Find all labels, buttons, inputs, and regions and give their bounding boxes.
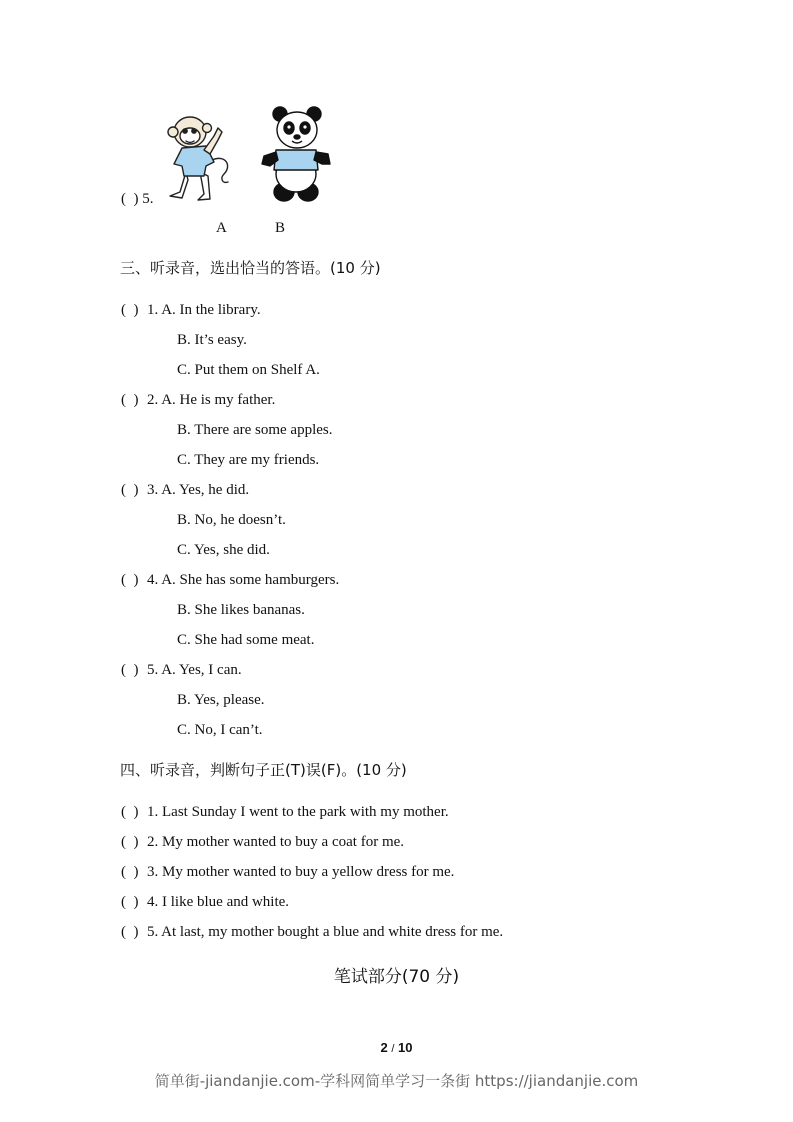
option-b: B. No, he doesn’t. bbox=[177, 512, 286, 528]
option-c: C. Yes, she did. bbox=[177, 542, 270, 558]
answer-paren[interactable]: ( ) bbox=[121, 804, 139, 820]
monkey-icon bbox=[160, 110, 234, 204]
option-a: A. He is my father. bbox=[161, 392, 276, 408]
question-row bbox=[121, 570, 339, 590]
question-number: 4. bbox=[147, 572, 159, 588]
question-number: 2. bbox=[147, 392, 159, 408]
judge-item-text: 4. I like blue and white. bbox=[147, 894, 290, 910]
judge-item-text: 2. My mother wanted to buy a coat for me. bbox=[147, 834, 405, 850]
answer-paren[interactable]: ( ) bbox=[121, 191, 139, 207]
section-4-heading: 四、听录音，判断句子正(T)误(F)。(10 分) bbox=[120, 761, 407, 779]
answer-paren[interactable]: ( ) bbox=[121, 392, 139, 408]
judge-item bbox=[121, 862, 454, 882]
option-a: A. Yes, he did. bbox=[161, 482, 250, 498]
option-b: B. She likes bananas. bbox=[177, 602, 305, 618]
option-label-a: A bbox=[216, 220, 227, 236]
section-3-heading: 三、听录音，选出恰当的答语。(10 分) bbox=[120, 259, 381, 277]
question-number: 5. bbox=[142, 191, 154, 207]
question-row bbox=[121, 390, 275, 410]
question-row bbox=[121, 660, 242, 680]
footer-watermark[interactable]: 简单街-jiandanjie.com-学科网简单学习一条街 https://jiandanjie.com bbox=[154, 1072, 639, 1090]
answer-paren[interactable]: ( ) bbox=[121, 572, 139, 588]
answer-paren[interactable]: ( ) bbox=[121, 834, 139, 850]
option-c: C. They are my friends. bbox=[177, 452, 320, 468]
option-a: A. She has some hamburgers. bbox=[161, 572, 340, 588]
question-row bbox=[121, 480, 249, 500]
judge-item-text: 1. Last Sunday I went to the park with my mother. bbox=[147, 804, 449, 820]
page-sep: / bbox=[391, 1043, 395, 1055]
judge-item-text: 3. My mother wanted to buy a yellow dress for me. bbox=[147, 864, 455, 880]
judge-item bbox=[121, 892, 289, 912]
answer-paren[interactable]: ( ) bbox=[121, 482, 139, 498]
page-number bbox=[0, 1040, 793, 1055]
answer-paren[interactable]: ( ) bbox=[121, 864, 139, 880]
page-current: 2 bbox=[380, 1040, 388, 1055]
question-number: 5. bbox=[147, 662, 159, 678]
written-part-title: 笔试部分(70 分) bbox=[333, 967, 460, 987]
option-a: A. Yes, I can. bbox=[161, 662, 242, 678]
picture-question-5 bbox=[121, 189, 154, 209]
judge-item bbox=[121, 802, 449, 822]
option-c: C. She had some meat. bbox=[177, 632, 315, 648]
answer-paren[interactable]: ( ) bbox=[121, 924, 139, 940]
panda-icon bbox=[258, 104, 334, 204]
answer-paren[interactable]: ( ) bbox=[121, 302, 139, 318]
judge-item bbox=[121, 832, 404, 852]
option-c: C. Put them on Shelf A. bbox=[177, 362, 320, 378]
question-number: 1. bbox=[147, 302, 159, 318]
option-b: B. Yes, please. bbox=[177, 692, 265, 708]
judge-item bbox=[121, 922, 503, 942]
answer-paren[interactable]: ( ) bbox=[121, 894, 139, 910]
option-a: A. In the library. bbox=[161, 302, 261, 318]
option-c: C. No, I can’t. bbox=[177, 722, 263, 738]
question-number: 3. bbox=[147, 482, 159, 498]
option-b: B. There are some apples. bbox=[177, 422, 333, 438]
option-label-b: B bbox=[275, 220, 286, 236]
question-row bbox=[121, 300, 261, 320]
page-total: 10 bbox=[398, 1040, 413, 1055]
judge-item-text: 5. At last, my mother bought a blue and white dress for me. bbox=[147, 924, 504, 940]
option-b: B. It’s easy. bbox=[177, 332, 247, 348]
answer-paren[interactable]: ( ) bbox=[121, 662, 139, 678]
